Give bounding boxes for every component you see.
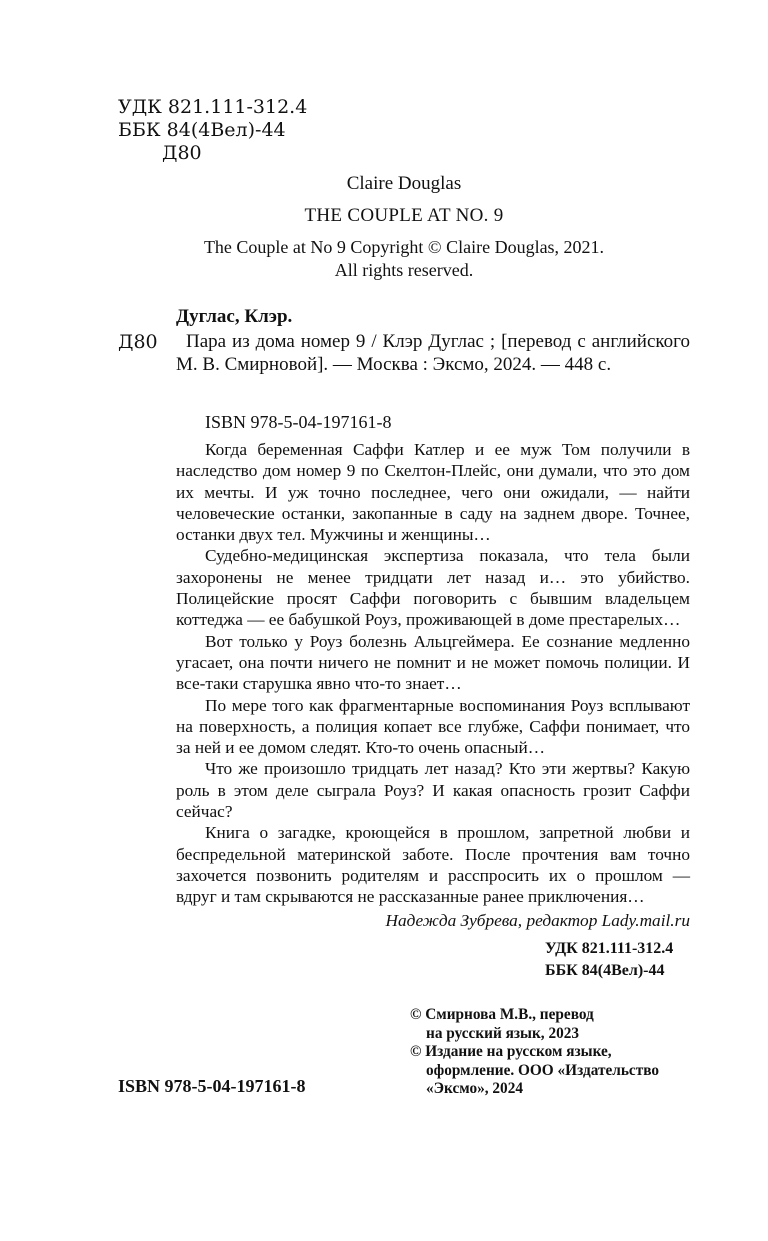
bibliographic-code: Д80: [118, 331, 158, 353]
annotation-paragraph: По мере того как фрагментарные воспоминания Роуз всплывают на поверхность, а полиция копает все глубже, Саффи понимает, что за ней и ее домом следят. Кто-то очень опасный…: [176, 695, 690, 758]
record-isbn: ISBN 978-5-04-197161-8: [205, 412, 392, 432]
footer-isbn: ISBN 978-5-04-197161-8: [118, 1076, 306, 1096]
footer-udk: УДК 821.111-312.4: [545, 940, 674, 957]
classification-block: [118, 96, 307, 165]
original-title: THE COUPLE AT NO. 9: [304, 205, 504, 226]
copyright-notices: [410, 1006, 659, 1099]
rights-reserved: All rights reserved.: [334, 260, 474, 280]
original-author: Claire Douglas: [346, 173, 462, 194]
edition-copyright-end: «Эксмо», 2024: [426, 1080, 524, 1098]
annotation-signature: Надежда Зубрева, редактор Lady.mail.ru: [385, 910, 690, 930]
edition-copyright-cont: оформление. ООО «Издательство: [426, 1061, 660, 1079]
annotation: [176, 439, 690, 931]
annotation-paragraph: Книга о загадке, кроющейся в прошлом, запретной любви и беспредельной материнской заботе. После прочтения вам точно захочется позвонить родителям и расспросить их о прошлом — вдруг и там скрываются не рассказанные ранее приключения…: [176, 823, 690, 907]
annotation-paragraph: Вот только у Роуз болезнь Альцгеймера. Ее сознание медленно угасает, она почти ничего не помнит и не может помочь полиции. И все-таки старушка явно что-то знает…: [176, 631, 690, 694]
footer-bbk: ББК 84(4Вел)-44: [545, 962, 665, 979]
translation-copyright: © Смирнова М.В., перевод: [410, 1006, 594, 1023]
bibliographic-record: Пара из дома номер 9 / Клэр Дуглас ; [перевод с английского М. В. Смирновой]. — Москва : Эксмо, 2024. — 448 с.: [176, 331, 690, 375]
original-copyright: [0, 236, 768, 282]
author-heading: Дуглас, Клэр.: [176, 306, 293, 327]
udk-code: УДК 821.111-312.4: [118, 96, 308, 118]
annotation-paragraph: Судебно-медицинская экспертиза показала, что тела были захоронены не менее тридцати лет назад и… это убийство. Полицейские просят Саффи поговорить с бывшим владельцем коттеджа — ее бабушкой Роуз, проживающей в доме престарелых…: [176, 546, 690, 630]
author-mark: Д80: [162, 142, 202, 164]
annotation-paragraph: Что же произошло тридцать лет назад? Кто эти жертвы? Какую роль в этом деле сыграла Роуз? И какая опасность грозит Саффи сейчас?: [176, 759, 690, 822]
footer-classification: [545, 938, 673, 982]
edition-copyright: © Издание на русском языке,: [410, 1043, 612, 1061]
translation-copyright-cont: на русский язык, 2023: [426, 1024, 580, 1042]
bbk-code: ББК 84(4Вел)-44: [118, 119, 286, 141]
copyright-line: The Couple at No 9 Copyright © Claire Douglas, 2021.: [203, 237, 605, 257]
annotation-paragraph: Когда беременная Саффи Катлер и ее муж Том получили в наследство дом номер 9 по Скелтон-Плейс, они думали, что это дом их мечты. И уж точно последнее, чего они ожидали, — найти человеческие останки, закопанные в саду на заднем дворе. Точнее, останки двух тел. Мужчины и женщины…: [176, 440, 690, 545]
